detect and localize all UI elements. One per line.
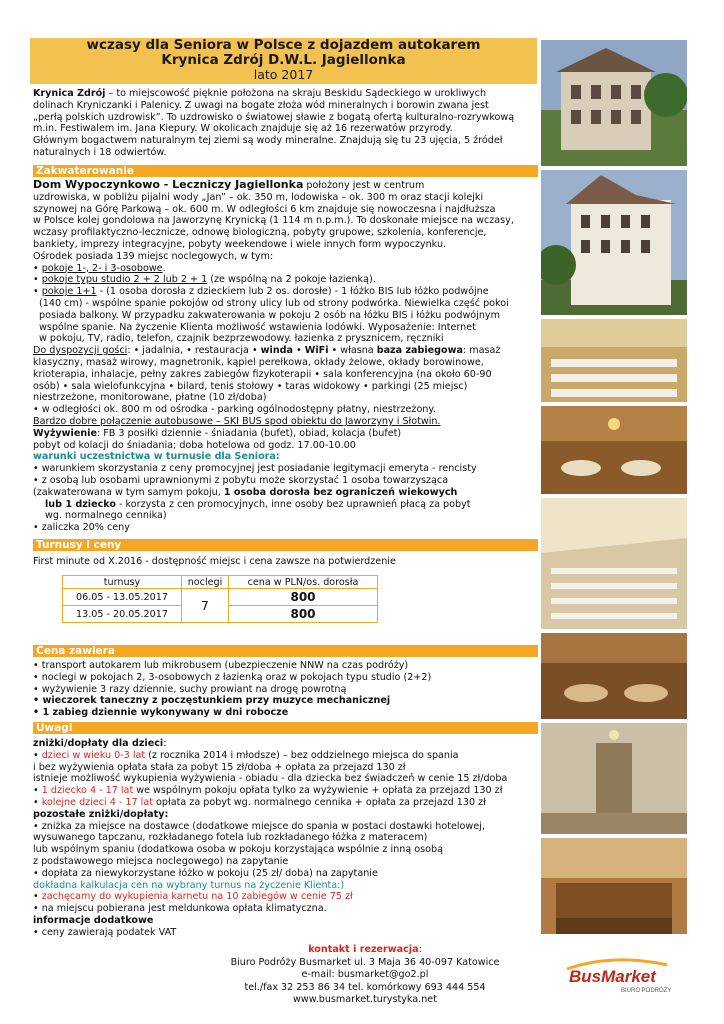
- footer-phone: tel./fax 32 253 86 34 tel. komórkowy 693 444 554: [244, 981, 486, 993]
- text-line: we wspólnym pokoju opłata tylko za wyżywienie + opłata za przejazd 130 zł: [133, 785, 503, 797]
- turnus-price: 800: [229, 589, 378, 606]
- room-type: pokoje 1+1: [41, 286, 97, 298]
- text-line: w Polsce kolej gondolowa na Jaworzynę Krynicką (1 114 m n.p.m.). To doskonałe miejsce na wczasy,: [33, 215, 514, 227]
- text-line: - korzysta z cen promocyjnych, inne osoby bez uprawnień płacą za pobyt: [116, 498, 471, 510]
- room-type: pokoje 1-, 2- i 3-osobowe: [41, 262, 163, 274]
- text-line: wczasy profilaktyczno-lecznicze, odnowę biologiczną, pobyty grupowe, szkolenia, konferencje,: [33, 227, 487, 239]
- text-line: :: [163, 738, 167, 749]
- additional-info-label: informacje dodatkowe: [33, 914, 154, 926]
- section-header-turnusy: Turnusy i ceny: [33, 539, 538, 551]
- busmarket-logo: [563, 955, 671, 995]
- text-line: • warunkiem skorzystania z ceny promocyjnej jest posiadanie legitymacji emeryta - rencisty: [33, 463, 477, 475]
- intro-line: naturalnych i 18 odwiertów.: [33, 146, 167, 158]
- bar-photo: [541, 838, 687, 934]
- list-item: • noclegi w pokojach 2, 3-osobowych z łazienką oraz w pokojach typu studio (2+2): [33, 671, 432, 683]
- text-red: kolejne dzieci 4 - 17 lat: [41, 796, 153, 808]
- text-line: opłata za pobyt wg. normalnego cennika + opłata za przejazd 130 zł: [152, 796, 486, 808]
- intro-line: „perłą polskich uzdrowisk”. To uzdrowisko o światowej sławie z bogatą ofertą kulturalno-rozrywkową: [33, 111, 515, 123]
- text-line: uzdrowiska, w pobliżu pijalni wody „Jan” – ok. 350 m, lodowiska – ok. 300 m oraz stacji kolejki: [33, 191, 484, 203]
- turnusy-table: [62, 575, 378, 623]
- conditions-label: warunki uczestnictwa w turnusie dla Seniora:: [33, 451, 280, 463]
- intro-text: [33, 88, 538, 159]
- zakwaterowanie-text: Dom Wypoczynkowo - Leczniczy Jagiellonka położony jest w centrum uzdrowiska, w pobliżu pijalni wody „Jan” – ok. 350 m, lodowiska – ok. 300 m oraz stacji kolejki szynowej na Górę Parkową – ok. 600 m. W odległości 6 km znajduje się nowoczesna i najdłuższa w Polsce kolej gondolowa na Jaworzynę Krynicką (1 114 m n.p.m.). To doskonałe miejsce na wczasy, wczasy profilaktyczno-lecznicze, odnowę biologiczną, pobyty grupowe, szkolenia, konferencje, bankiety, imprezy integracyjne, pobyty weekendowe i wiele innych form wypoczynku. Ośrodek posiada 139 miejsc noclegowych, w tym: • pokoje 1-, 2- i 3-osobowe. • pokoje typu studio 2 + 2 lub 2 + 1 (ze wspólną na 2 pokoje łazienką). • pokoje 1+1 - (1 osoba dorosła z dzieckiem lub 2 os. dorosłe) - 1 łóżko BIS lub łóżko podwójne (140 cm) - wspólne spanie pokojów od strony ulicy lub od strony podwórka. Niewielka część pokoi posiada balkony. W przypadku zakwaterowania w pokoju 2 osób na łóżku BIS i łóżku podwójnym wspólne spanie. Na życzenie Klienta możliwość wstawienia lodówki. Wyposażenie: Internet w pokoju, TV, radio, telefon, czajnik bezprzewodowy. łazienka z prysznicem, ręczniki Do dyspozycji gości: • jadalnia, • restauracja • winda • WiFi • własna baza zabiegowa: masaż klasyczny, masaż wirowy, magnetronik, kąpiel perełkowa, okłady żelowe, okłady borowinowe, krioterapia, inhalacje, pełny zakres zabiegów fizykoterapii • sala konferencyjna (na około 60-90 osób) • sala wielofunkcyjna • bilard, tenis stołowy • taras widokowy • parkingi (25 miejsc) niestrzeżone, monitorowane, płatne (10 zł/doba) • w odległości ok. 800 m od ośrodka - parking ogólnodostępny płatny, niestrzeżony. Bardzo dobre połączenie autobusowe – SKI BUS spod obiektu do Jaworzyny i Słotwin. Wyżywienie: FB 3 posiłki dziennie - śniadania (bufet), obiad, kolacja (bufet) pobyt od kolacji do śniadania; doba hotelowa od godz. 17.00-10.00 warunki uczestnictwa w turnusie dla Seniora: • warunkiem skorzystania z ceny promocyjnej jest posiadanie legitymacji emeryta - rencisty • z osobą lub osobami uprawnionymi z pobytu może skorzystać 1 osoba towarzysząca (zakwaterowana w tym samym pokoju, 1 osoba dorosła bez ograniczeń wiekowych lub 1 dziecko - korzysta z cen promocyjnych, inne osoby bez uprawnień płacą za pobyt wg. normalnego cennika) • zaliczka 20% ceny: [33, 179, 538, 534]
- restaurant-photo: [541, 406, 687, 494]
- text-line: wg. normalnego cennika): [45, 510, 167, 522]
- text-line: wysuwanego tapczanu, rozkładanego fotela lub rozkładanego łóżka z materacem): [33, 832, 428, 844]
- text-line: krioterapia, inhalacje, pełny zakres zabiegów fizykoterapii • sala konferencyjna (na około 60-90: [33, 368, 492, 380]
- list-item: • transport autokarem lub mikrobusem (ubezpieczenie NNW na czas podróży): [33, 660, 409, 671]
- text-bold: baza zabiegowa: [376, 345, 463, 357]
- text-line: i bez wyżywienia opłata stała za pobyt 15 zł/doba + opłata za przejazd 130 zł: [33, 761, 406, 773]
- text-line: : • jadalnia, • restauracja •: [127, 345, 261, 357]
- turnus-price: 800: [229, 606, 378, 623]
- logo-text: BusMarket: [569, 967, 656, 986]
- text-line: klasyczny, masaż wirowy, magnetronik, kąpiel perełkowa, okłady żelowe, okłady borowinowe,: [33, 356, 484, 368]
- text-red: 1 dziecko 4 - 17 lat: [41, 785, 134, 797]
- section-header-cena: Cena zawiera: [33, 645, 538, 657]
- list-item: • 1 zabieg dziennie wykonywany w dni robocze: [33, 707, 289, 719]
- text-line: • dopłata za niewykorzystane łóżko w pokoju (25 zł/ doba) na zapytanie: [33, 867, 378, 879]
- turnus-dates: 06.05 - 13.05.2017: [63, 589, 182, 606]
- text-line: :: [418, 944, 422, 955]
- table-header-row: [63, 576, 378, 589]
- intro-line: m.in. Festiwalem im. Jana Kiepury. W okolicach znajduje się aż 16 rezerwatów przyrody.: [33, 123, 453, 135]
- text-line: •: [293, 345, 305, 357]
- text-red: zachęcamy do wykupienia karnetu na 10 zabiegów w cenie 75 zł: [41, 891, 353, 903]
- text-line: : FB 3 posiłki dziennie - śniadania (bufet), obiad, kolacja (bufet): [96, 427, 402, 439]
- text-line: .: [162, 262, 166, 274]
- children-label: zniżki/dopłaty dla dzieci: [33, 738, 164, 749]
- other-discounts-label: pozostałe zniżki/dopłaty:: [33, 808, 169, 820]
- intro-line: – to miejscowość pięknie położona na skraju Beskidu Sądeckiego w urokliwych: [105, 88, 487, 99]
- text-line: (140 cm) - wspólne spanie pokojów od strony ulicy lub od strony podwórka. Niewielka część pokoi: [39, 297, 509, 309]
- text-line: • ceny zawierają podatek VAT: [33, 926, 177, 938]
- intro-line: dolinach Kryniczanki i Palenicy. Z uwagi na bogate złoża wód mineralnych i borowin zwana jest: [33, 99, 489, 111]
- text-line: lub wspólnym spaniu (dodatkowa osoba w pokoju korzystająca wspólnie z inną osobą: [33, 844, 443, 856]
- dining-hall-photo: [541, 319, 687, 402]
- text-line: z podstawowego miejsca noclegowego) na zapytanie: [33, 855, 289, 867]
- intro-line: Głównym bogactwem naturalnym tej ziemi są wody mineralne. Znajdują się tu 23 ujęcia, 5 źródeł: [33, 135, 503, 147]
- title-line-2: Krynica Zdrój D.W.L. Jagiellonka: [161, 52, 406, 68]
- text-line: wspólne spanie. Na życzenie Klienta możliwość wstawienia lodówki. Wyposażenie: Internet: [39, 321, 476, 333]
- column-header: cena w PLN/os. dorosła: [229, 576, 378, 589]
- amenities-label: Do dyspozycji gości: [33, 345, 128, 357]
- corridor-photo: [541, 723, 687, 834]
- text-bold: 1 osoba dorosła bez ograniczeń wiekowych: [223, 486, 458, 498]
- text-line: istnieje możliwość wykupienia wyżywienia - obiadu - dla dziecka bez świadczeń w cenie 15 zł/doba: [33, 773, 508, 785]
- text-line: (ze wspólną na 2 pokoje łazienką).: [207, 274, 376, 286]
- text-line: niestrzeżone, monitorowane, płatne (10 zł/doba): [33, 392, 267, 404]
- footer-address: Biuro Podróży Busmarket ul. 3 Maja 36 40-097 Katowice: [230, 956, 500, 968]
- text-bold: winda: [260, 345, 293, 357]
- text-line: szynowej na Górę Parkową – ok. 600 m. W odległości 6 km znajduje się nowoczesna i najdłuższa: [33, 203, 496, 215]
- text-line: • zniżka za miejsce na dostawce (dodatkowe miejsce do spania w postaci dostawki hotelowej,: [33, 820, 485, 832]
- text-line: bankiety, imprezy integracyjne, pobyty weekendowe i wiele innych form wypoczynku.: [33, 238, 447, 250]
- text-line: • własna: [328, 345, 377, 357]
- contact-label: kontakt i rezerwacja: [308, 944, 419, 955]
- text-line: położony jest w centrum: [303, 180, 425, 191]
- intro-place: Krynica Zdrój: [33, 88, 106, 99]
- hotel-name: Dom Wypoczynkowo - Leczniczy Jagiellonka: [33, 178, 304, 191]
- hotel-building-photo-1: [541, 40, 687, 166]
- text-line: posiada balkony. W przypadku zakwaterowania w pokoju 2 osób na łóżku BIS i łóżku podwójnym: [39, 309, 500, 321]
- column-header: turnusy: [63, 576, 182, 589]
- title-box: [30, 38, 537, 84]
- meals-label: Wyżywienie: [33, 427, 97, 439]
- text-line: Ośrodek posiada 139 miejsc noclegowych, w tym:: [33, 250, 274, 262]
- text-teal: dokładna kalkulacja cen na wybrany turnus na życzenie Klienta:): [33, 879, 345, 891]
- text-line: w pokoju, TV, radio, telefon, czajnik bezprzewodowy. łazienka z prysznicem, ręczniki: [39, 333, 444, 345]
- hotel-building-photo-2: [541, 170, 687, 315]
- footer-email[interactable]: e-mail: busmarket@go2.pl: [301, 969, 429, 980]
- text-line: (zakwaterowana w tym samym pokoju,: [33, 486, 224, 498]
- column-header: noclegi: [182, 576, 229, 589]
- turnusy-note: First minute od X.2016 - dostępność miejsc i cena zawsze na potwierdzenie: [33, 556, 396, 567]
- text-line: (z rocznika 2014 i młodsze) – bez oddzielnego miejsca do spania: [145, 749, 459, 761]
- text-line: pobyt od kolacji do śniadania; doba hotelowa od godz. 17.00-10.00: [33, 439, 356, 451]
- text-line: • z osobą lub osobami uprawnionymi z pobytu może skorzystać 1 osoba towarzysząca: [33, 474, 449, 486]
- cena-list: [33, 660, 538, 719]
- title-line-1: wczasy dla Seniora w Polsce z dojazdem autokarem: [86, 37, 481, 53]
- section-header-uwagi: Uwagi: [33, 722, 538, 734]
- table-row: [63, 589, 378, 606]
- text-line: osób) • sala wielofunkcyjna • bilard, tenis stołowy • taras widokowy • parkingi (25 miejsc): [33, 380, 468, 392]
- text-line: • w odległości ok. 800 m od ośrodka - parking ogólnodostępny płatny, niestrzeżony.: [33, 404, 436, 416]
- turnus-dates: 13.05 - 20.05.2017: [63, 606, 182, 623]
- turnus-nights: 7: [182, 589, 229, 623]
- conference-hall-photo: [541, 498, 687, 629]
- list-item: • wieczorek taneczny z poczęstunkiem przy muzyce mechanicznej: [33, 695, 391, 707]
- section-header-zakwaterowanie: Zakwaterowanie: [33, 165, 538, 177]
- list-item: • wyżywienie 3 razy dziennie, suchy prowiant na drogę powrotną: [33, 683, 347, 695]
- text-line: - (1 osoba dorosła z dzieckiem lub 2 os. dorosłe) - 1 łóżko BIS lub łóżko podwójne: [96, 286, 489, 298]
- text-line: Bardzo dobre połączenie autobusowe – SKI BUS spod obiektu do Jaworzyny i Słotwin.: [33, 415, 441, 427]
- lounge-photo: [541, 633, 687, 719]
- text-bold: lub 1 dziecko: [45, 498, 116, 510]
- room-type: pokoje typu studio 2 + 2 lub 2 + 1: [41, 274, 208, 286]
- logo-subtext: BIURO PODRÓŻY: [621, 988, 671, 994]
- title-line-3: lato 2017: [253, 67, 314, 82]
- text-line: • zaliczka 20% ceny: [33, 522, 130, 534]
- text-bold: WiFi: [304, 345, 329, 357]
- text-line: • na miejscu pobierana jest meldunkowa opłata klimatyczna.: [33, 903, 327, 915]
- text-line: : masaż: [462, 345, 501, 357]
- uwagi-text: zniżki/dopłaty dla dzieci: • dzieci w wieku 0-3 lat (z rocznika 2014 i młodsze) – bez oddzielnego miejsca do spania i bez wyżywienia opłata stała za pobyt 15 zł/doba + opłata za przejazd 130 zł istnieje możliwość wykupienia wyżywienia - obiadu - dla dziecka bez świadczeń w cenie 15 zł/doba • 1 dziecko 4 - 17 lat we wspólnym pokoju opłata tylko za wyżywienie + opłata za przejazd 130 zł • kolejne dzieci 4 - 17 lat opłata za pobyt wg. normalnego cennika + opłata za przejazd 130 zł pozostałe zniżki/dopłaty: • zniżka za miejsce na dostawce (dodatkowe miejsce do spania w postaci dostawki hotelowej, wysuwanego tapczanu, rozkładanego fotela lub rozkładanego łóżka z materacem) lub wspólnym spaniu (dodatkowa osoba w pokoju korzystająca wspólnie z inną osobą z podstawowego miejsca noclegowego) na zapytanie • dopłata za niewykorzystane łóżko w pokoju (25 zł/ doba) na zapytanie dokładna kalkulacja cen na wybrany turnus na życzenie Klienta:) • zachęcamy do wykupienia karnetu na 10 zabiegów w cenie 75 zł • na miejscu pobierana jest meldunkowa opłata klimatyczna. informacje dodatkowe • ceny zawierają podatek VAT: [33, 738, 538, 939]
- footer-contact: [200, 944, 530, 1007]
- text-red: dzieci w wieku 0-3 lat: [41, 749, 146, 761]
- footer-website[interactable]: www.busmarket.turystyka.net: [293, 994, 437, 1005]
